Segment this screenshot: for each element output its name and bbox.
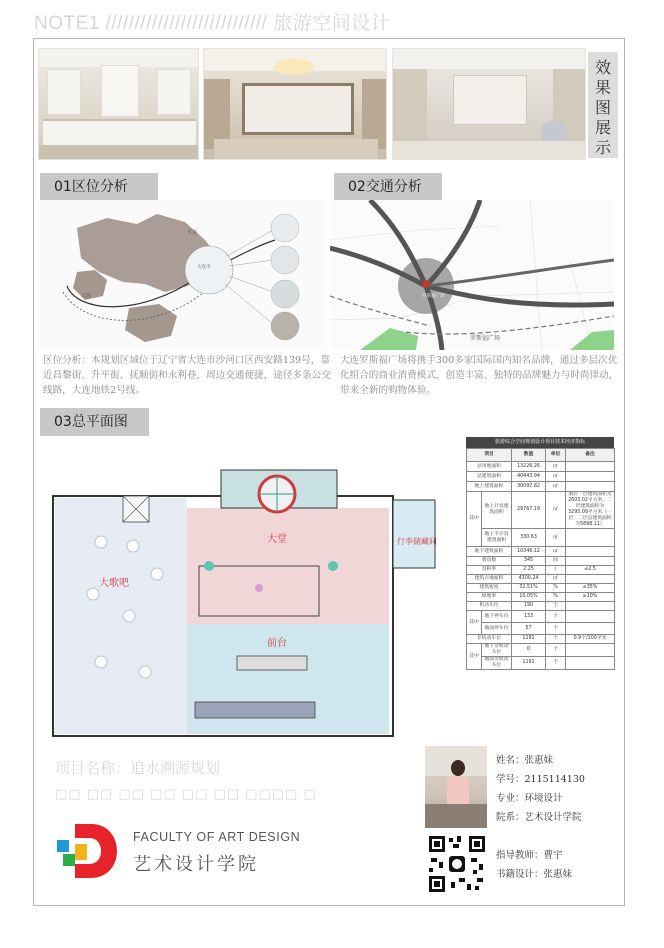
spec-cell: ㎡ bbox=[546, 492, 566, 529]
spec-cell: 地上计容建筑面积 bbox=[482, 492, 512, 529]
spec-cell: 绿地率 bbox=[467, 593, 512, 602]
zone-label-front-desk: 前台 bbox=[267, 638, 287, 649]
spec-cell: 345 bbox=[512, 557, 546, 566]
advisor: 指导教师：曹宇 bbox=[496, 850, 563, 861]
spec-cell bbox=[566, 472, 615, 482]
map-caption: 罗斯福广场 bbox=[470, 335, 501, 342]
school-logo bbox=[53, 820, 119, 882]
spec-cell: ㎡ bbox=[546, 472, 566, 482]
spec-cell: ㎡ bbox=[546, 462, 566, 472]
student-major: 专业：环境设计 bbox=[496, 793, 563, 804]
spec-cell: 个 bbox=[546, 623, 566, 635]
spec-cell bbox=[566, 557, 615, 566]
spec-table-row bbox=[467, 593, 615, 602]
spec-cell bbox=[566, 657, 615, 670]
traffic-section-label: 02交通分析 bbox=[334, 173, 442, 201]
spec-table-header bbox=[467, 449, 615, 462]
spec-cell: 地下停车位 bbox=[482, 611, 512, 623]
spec-header-cell: 项目 bbox=[467, 449, 512, 462]
spec-cell: 个 bbox=[546, 657, 566, 670]
spec-table bbox=[466, 437, 614, 747]
spec-table-row bbox=[467, 657, 615, 670]
spec-header-cell: 单位 bbox=[546, 449, 566, 462]
lounge-photo bbox=[392, 48, 586, 160]
zone-label-bar: 大歌吧 bbox=[99, 578, 129, 589]
spec-header-cell: 数值 bbox=[512, 449, 546, 462]
spec-cell: 地下非机动车位 bbox=[482, 644, 512, 657]
traffic-map-graphic bbox=[330, 200, 614, 350]
location-section-label: 01区位分析 bbox=[40, 173, 158, 201]
side-label-char: 图 bbox=[594, 98, 611, 117]
spec-cell bbox=[566, 602, 615, 611]
spec-cell bbox=[566, 529, 615, 547]
spec-cell bbox=[566, 482, 615, 492]
spec-table-row bbox=[467, 566, 615, 575]
spec-cell bbox=[566, 462, 615, 472]
renderings-side-label bbox=[588, 52, 618, 158]
spec-cell: 13226.26 bbox=[512, 462, 546, 472]
spec-cell bbox=[566, 547, 615, 557]
spec-header-cell: 备注 bbox=[566, 449, 615, 462]
city-label: 平顶 bbox=[187, 230, 198, 236]
spec-table-row bbox=[467, 575, 615, 584]
spec-cell: 个 bbox=[546, 611, 566, 623]
spec-cell: 客房数 bbox=[467, 557, 512, 566]
spec-table-row bbox=[467, 644, 615, 657]
spec-table-title: 旅游综合空间规划设计项目技术经济指标 bbox=[466, 437, 614, 448]
spec-table-row bbox=[467, 482, 615, 492]
spec-cell bbox=[566, 644, 615, 657]
zone-hall bbox=[187, 508, 389, 626]
zone-luggage bbox=[393, 500, 435, 568]
spec-cell: 个 bbox=[546, 644, 566, 657]
student-photo bbox=[425, 746, 487, 828]
spec-cell bbox=[566, 611, 615, 623]
side-label-char: 示 bbox=[594, 138, 611, 157]
spec-cell: 总建筑面积 bbox=[467, 472, 512, 482]
location-map-graphic bbox=[37, 200, 327, 350]
spec-cell bbox=[566, 575, 615, 584]
traffic-description: 大连罗斯福广场将携手300多家国际国内知名品牌，通过多层次优化组合的商业消费模式，创造丰富、独特的品牌魅力与时尚律动，带来全新的购物体验。 bbox=[340, 355, 619, 396]
spec-table-row bbox=[467, 584, 615, 593]
spec-group-cell: 其中 bbox=[467, 644, 482, 670]
spec-table-row bbox=[467, 472, 615, 482]
project-title: 项目名称：追水溯源规划 bbox=[55, 759, 221, 777]
spec-cell: 容积率 bbox=[467, 566, 512, 575]
spec-cell: 地面停车位 bbox=[482, 623, 512, 635]
spec-cell: 2.25 bbox=[512, 566, 546, 575]
spec-cell: ≥10% bbox=[566, 593, 615, 602]
spec-cell: ≤35% bbox=[566, 584, 615, 593]
spec-cell: 1191 bbox=[512, 657, 546, 670]
map-marker-label: 罗斯福广场 bbox=[422, 294, 445, 299]
qr-code-icon bbox=[427, 834, 487, 894]
spec-cell: 190 bbox=[512, 602, 546, 611]
spec-table-row bbox=[467, 462, 615, 472]
spec-table-row bbox=[467, 602, 615, 611]
spec-cell: % bbox=[546, 584, 566, 593]
city-label: 大连 bbox=[81, 293, 92, 299]
city-label: 大连市 bbox=[197, 265, 211, 270]
spec-cell: 总用地面积 bbox=[467, 462, 512, 472]
floor-plan bbox=[37, 466, 462, 748]
spec-cell: % bbox=[546, 593, 566, 602]
spec-cell bbox=[566, 623, 615, 635]
spec-cell: 32.51% bbox=[512, 584, 546, 593]
spec-cell: 酒店一层建筑面积为2603.02平方米，二层建筑面积为3295.09平方米（一层、二层总建筑面积为5898.11） bbox=[566, 492, 615, 529]
spec-cell: 330.63 bbox=[512, 529, 546, 547]
spec-table-row bbox=[467, 635, 615, 644]
side-label-char: 展 bbox=[594, 118, 611, 137]
spec-cell: ㎡ bbox=[546, 482, 566, 492]
spec-cell: 个 bbox=[546, 602, 566, 611]
zone-bar bbox=[55, 498, 187, 734]
spec-table-row bbox=[467, 623, 615, 635]
spec-cell: 地上建筑面积 bbox=[467, 482, 512, 492]
spec-cell: 1191 bbox=[512, 635, 546, 644]
spec-cell: 个 bbox=[546, 635, 566, 644]
spec-cell: 建筑密度 bbox=[467, 584, 512, 593]
spec-table-row bbox=[467, 547, 615, 557]
spec-cell: 57 bbox=[512, 623, 546, 635]
location-pin-icon bbox=[422, 280, 430, 288]
spec-table-row bbox=[467, 529, 615, 547]
lobby-photo bbox=[203, 48, 387, 160]
spec-table-row bbox=[467, 557, 615, 566]
spec-table-row bbox=[467, 611, 615, 623]
student-name: 姓名：张惠妹 bbox=[496, 755, 554, 766]
spec-cell: ㎡ bbox=[546, 529, 566, 547]
spec-cell: 10.05% bbox=[512, 593, 546, 602]
spec-group-cell: 其中 bbox=[467, 492, 482, 547]
book-designer: 书籍设计：张惠妹 bbox=[496, 869, 573, 880]
school-name-cn: 艺术设计学院 bbox=[133, 854, 259, 875]
spec-group-cell: 其中 bbox=[467, 611, 482, 635]
spec-cell: 0 bbox=[512, 644, 546, 657]
zone-label-luggage: 行李储藏间 bbox=[397, 537, 437, 546]
location-description: 区位分析：本规划区域位于辽宁省大连市沙河口区西安路139号，靠近昌黎街、升平街、抚顺街和永利巷，周边交通便捷，途径多条公交线路，大连地铁2号线。 bbox=[43, 355, 331, 396]
spec-cell: 地下建筑面积 bbox=[467, 547, 512, 557]
spec-cell: 非机动车位 bbox=[467, 635, 512, 644]
reception-photo bbox=[38, 48, 199, 160]
zone-label-hall: 大堂 bbox=[267, 534, 287, 545]
spec-cell: 29767.19 bbox=[512, 492, 546, 529]
spec-cell: 间 bbox=[546, 557, 566, 566]
plan-section-label: 03总平面图 bbox=[40, 408, 149, 436]
student-id: 学号：2115114130 bbox=[496, 774, 585, 785]
spec-cell: 0.9个/100平米 bbox=[566, 635, 615, 644]
side-label-char: 果 bbox=[594, 78, 611, 97]
spec-cell: 地上不计容建筑面积 bbox=[482, 529, 512, 547]
spec-cell: ㎡ bbox=[546, 547, 566, 557]
spec-cell: 40443.94 bbox=[512, 472, 546, 482]
school-name-en: FACULTY OF ART DESIGN bbox=[133, 830, 301, 844]
spec-cell: 机动车位 bbox=[467, 602, 512, 611]
student-college: 院系：艺术设计学院 bbox=[496, 812, 582, 823]
spec-cell: 30097.82 bbox=[512, 482, 546, 492]
location-map bbox=[37, 200, 327, 350]
project-subtitle: □□ □□ □□ □□ □□ □□ □□□□ □ bbox=[55, 787, 317, 802]
page-header: NOTE1 //////////////////////////// 旅游空间设计 bbox=[34, 13, 391, 34]
spec-cell: 地面非机动车位 bbox=[482, 657, 512, 670]
spec-cell: ㎡ bbox=[546, 575, 566, 584]
spec-table-row bbox=[467, 492, 615, 529]
spec-cell: ≤2.5 bbox=[566, 566, 615, 575]
spec-cell: / bbox=[546, 566, 566, 575]
spec-cell: 4300.24 bbox=[512, 575, 546, 584]
spec-cell: 133 bbox=[512, 611, 546, 623]
spec-cell: 10346.12 bbox=[512, 547, 546, 557]
spec-cell: 建筑占地面积 bbox=[467, 575, 512, 584]
floor-plan-graphic bbox=[37, 466, 462, 748]
side-label-char: 效 bbox=[594, 58, 611, 77]
traffic-map bbox=[330, 200, 614, 350]
